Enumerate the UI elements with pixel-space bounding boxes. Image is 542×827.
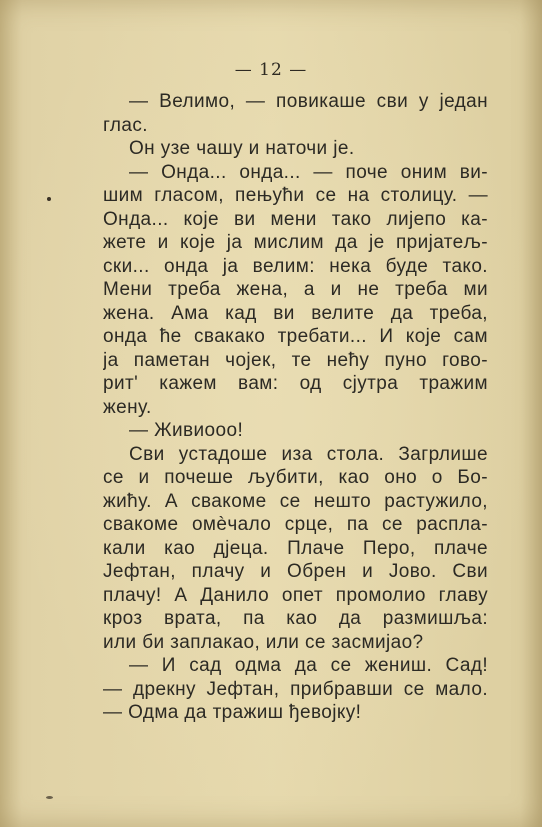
text-line: ски... онда ја велим: нека буде тако. — [103, 255, 488, 277]
body-text — [103, 90, 488, 725]
text-line: Сви устадоше иза стола. Загрлише — [129, 443, 488, 465]
text-line: или би заплакао, или се засмијао? — [103, 631, 424, 653]
ink-speck — [47, 197, 51, 201]
text-line: плачу! А Данило опет промолио главу — [103, 584, 488, 606]
text-line: ја паметан чојек, те нећу пуно гово- — [103, 349, 488, 371]
text-line: Онда... које ви мени тако лијепо ка- — [103, 208, 488, 230]
text-line: рит' кажем вам: од сјутра тражим — [103, 373, 488, 394]
text-line: свакоме омèчало срце, па се распла- — [103, 514, 488, 535]
page-number: — 12 — — [234, 60, 308, 80]
text-line: — Онда... онда... — поче оним ви- — [129, 161, 488, 183]
text-line: — Велимо, — повикаше сви у један — [129, 91, 488, 112]
text-line: Мени треба жена, а и не треба ми — [103, 279, 488, 300]
text-line: жена. Ама кад ви велите да треба, — [103, 302, 488, 324]
ink-speck — [46, 796, 53, 799]
text-line: шим гласом, пењући се на столицу. — — [103, 185, 488, 206]
text-line: жену. — [103, 396, 152, 418]
text-line: кали као дјеца. Плаче Перо, плаче — [103, 537, 488, 559]
text-line: кроз врата, па као да размишља: — [103, 608, 488, 629]
text-line: жићу. А свакоме се нешто растужило, — [103, 490, 488, 512]
text-line: се и почеше љубити, као оно о Бо- — [103, 467, 488, 488]
text-line: онда ће свакако требати... И које сам — [103, 326, 488, 347]
text-line: — И сад одма да се жениш. Сад! — [129, 655, 488, 676]
text-line: — дрекну Јефтан, прибравши се мало. — [103, 678, 488, 700]
text-line: — Живиооо! — [129, 420, 244, 441]
text-line: глас. — [103, 114, 148, 136]
text-line: жете и које ја мислим да је пријатељ- — [103, 232, 488, 253]
text-line: Јефтан, плачу и Обрен и Јово. Сви — [103, 561, 488, 582]
text-line: Он узе чашу и наточи је. — [129, 138, 355, 159]
text-line: — Одма да тражиш ђевојку! — [103, 702, 362, 723]
